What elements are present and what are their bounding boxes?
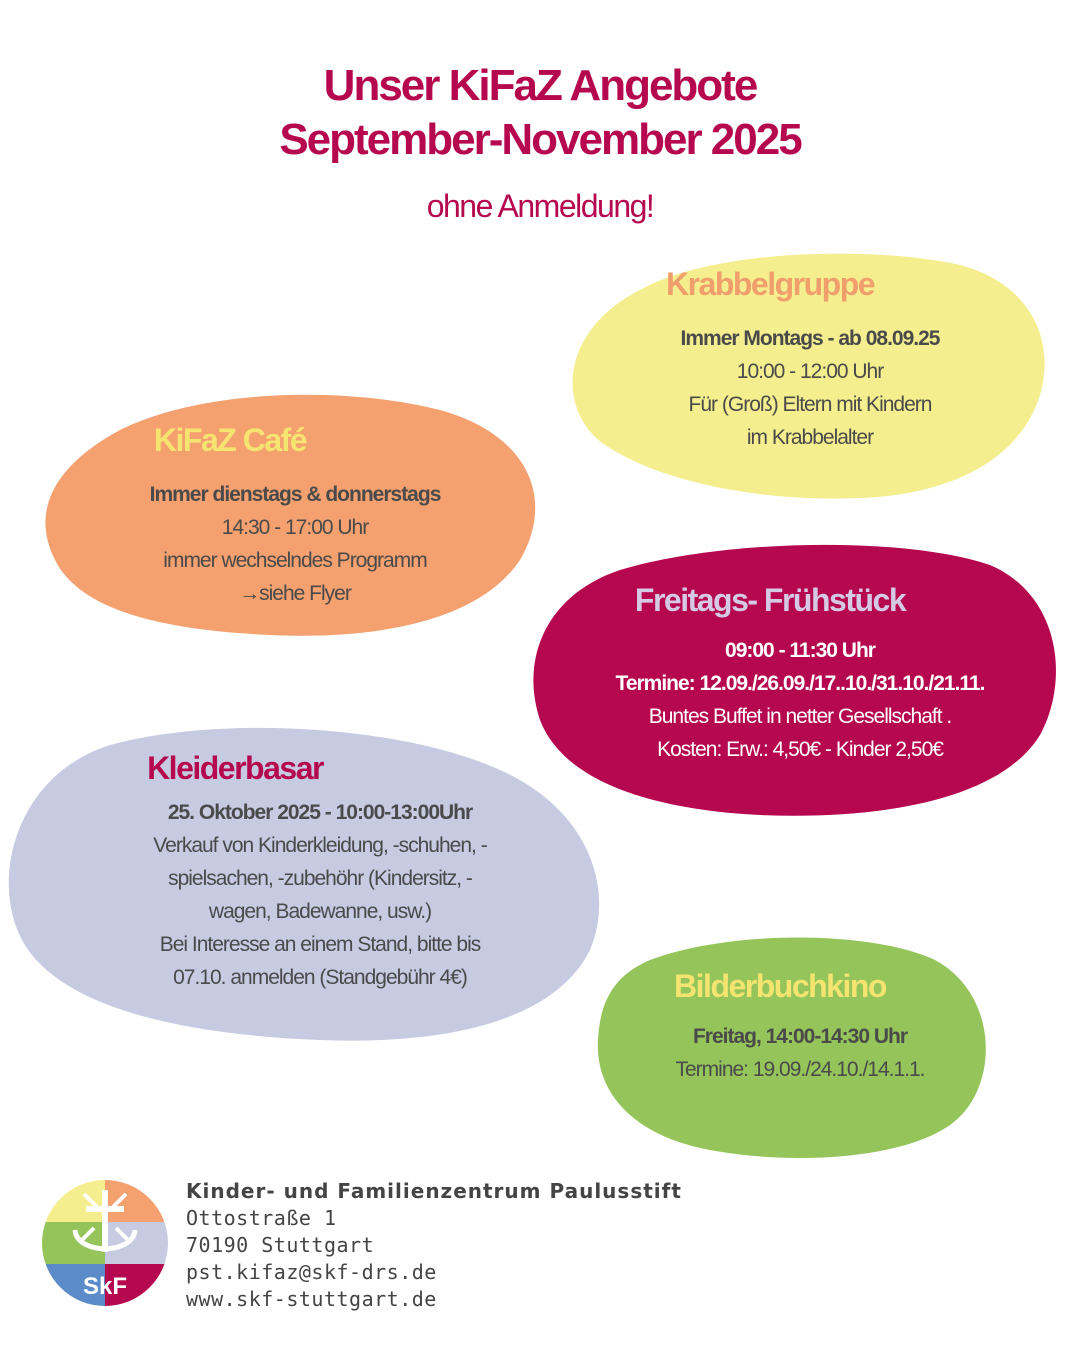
address-street: Ottostraße 1 <box>186 1206 337 1230</box>
cafe-line: 14:30 - 17:00 Uhr <box>221 516 369 539</box>
fruehstueck-line: Termine: 12.09./26.09./17..10./31.10./21.11. <box>615 672 985 695</box>
address-city: 70190 Stuttgart <box>186 1233 375 1257</box>
organization-name: Kinder- und Familienzentrum Paulusstift <box>186 1179 682 1203</box>
cafe-title: KiFaZ Café <box>153 422 307 458</box>
fruehstueck-line: Buntes Buffet in netter Gesellschaft . <box>648 705 952 728</box>
kleiderbasar-line: Bei Interesse an einem Stand, bitte bis <box>159 933 481 956</box>
cafe-line: →siehe Flyer <box>239 582 351 605</box>
fruehstueck-title: Freitags- Frühstück <box>634 582 906 618</box>
krabbelgruppe-title: Krabbelgruppe <box>665 266 875 302</box>
kleiderbasar-line: Verkauf von Kinderkleidung, -schuhen, - <box>153 834 487 857</box>
krabbelgruppe-line: Für (Groß) Eltern mit Kindern <box>688 393 932 416</box>
bilderbuchkino-line: Freitag, 14:00-14:30 Uhr <box>692 1025 908 1048</box>
email-link[interactable]: pst.kifaz@skf-drs.de <box>186 1260 437 1284</box>
krabbelgruppe-line: Immer Montags - ab 08.09.25 <box>680 327 940 350</box>
cafe-line: immer wechselndes Programm <box>163 549 427 572</box>
kleiderbasar-line: wagen, Badewanne, usw.) <box>208 900 432 923</box>
fruehstueck-line: 09:00 - 11:30 Uhr <box>725 639 875 662</box>
kleiderbasar-title: Kleiderbasar <box>147 750 323 786</box>
page-subtitle: ohne Anmeldung! <box>426 188 654 224</box>
krabbelgruppe-line: 10:00 - 12:00 Uhr <box>736 360 884 383</box>
bilderbuchkino-title: Bilderbuchkino <box>674 968 886 1004</box>
kleiderbasar-line: spielsachen, -zubehöhr (Kindersitz, - <box>168 867 472 890</box>
website-link[interactable]: www.skf-stuttgart.de <box>186 1287 437 1311</box>
krabbelgruppe-card <box>580 264 1040 454</box>
page-title-line-1: Unser KiFaZ Angebote <box>323 61 757 110</box>
page-title-line-2: September-November 2025 <box>279 115 801 164</box>
bilderbuchkino-line: Termine: 19.09./24.10./14.1.1. <box>675 1058 925 1081</box>
krabbelgruppe-line: im Krabbelalter <box>746 426 874 449</box>
bilderbuchkino-card <box>610 966 990 1086</box>
kleiderbasar-card <box>40 748 600 994</box>
fruehstueck-card <box>550 580 1050 766</box>
skf-logo-icon <box>42 1180 168 1306</box>
footer-contact <box>186 1178 682 1313</box>
fruehstueck-line: Kosten: Erw.: 4,50€ - Kinder 2,50€ <box>657 738 943 761</box>
logo-text: SkF <box>82 1273 128 1300</box>
cafe-card <box>70 420 520 610</box>
kleiderbasar-line: 25. Oktober 2025 - 10:00-13:00Uhr <box>167 801 473 824</box>
cafe-line: Immer dienstags & donnerstags <box>149 483 441 506</box>
kleiderbasar-line: 07.10. anmelden (Standgebühr 4€) <box>173 966 467 989</box>
